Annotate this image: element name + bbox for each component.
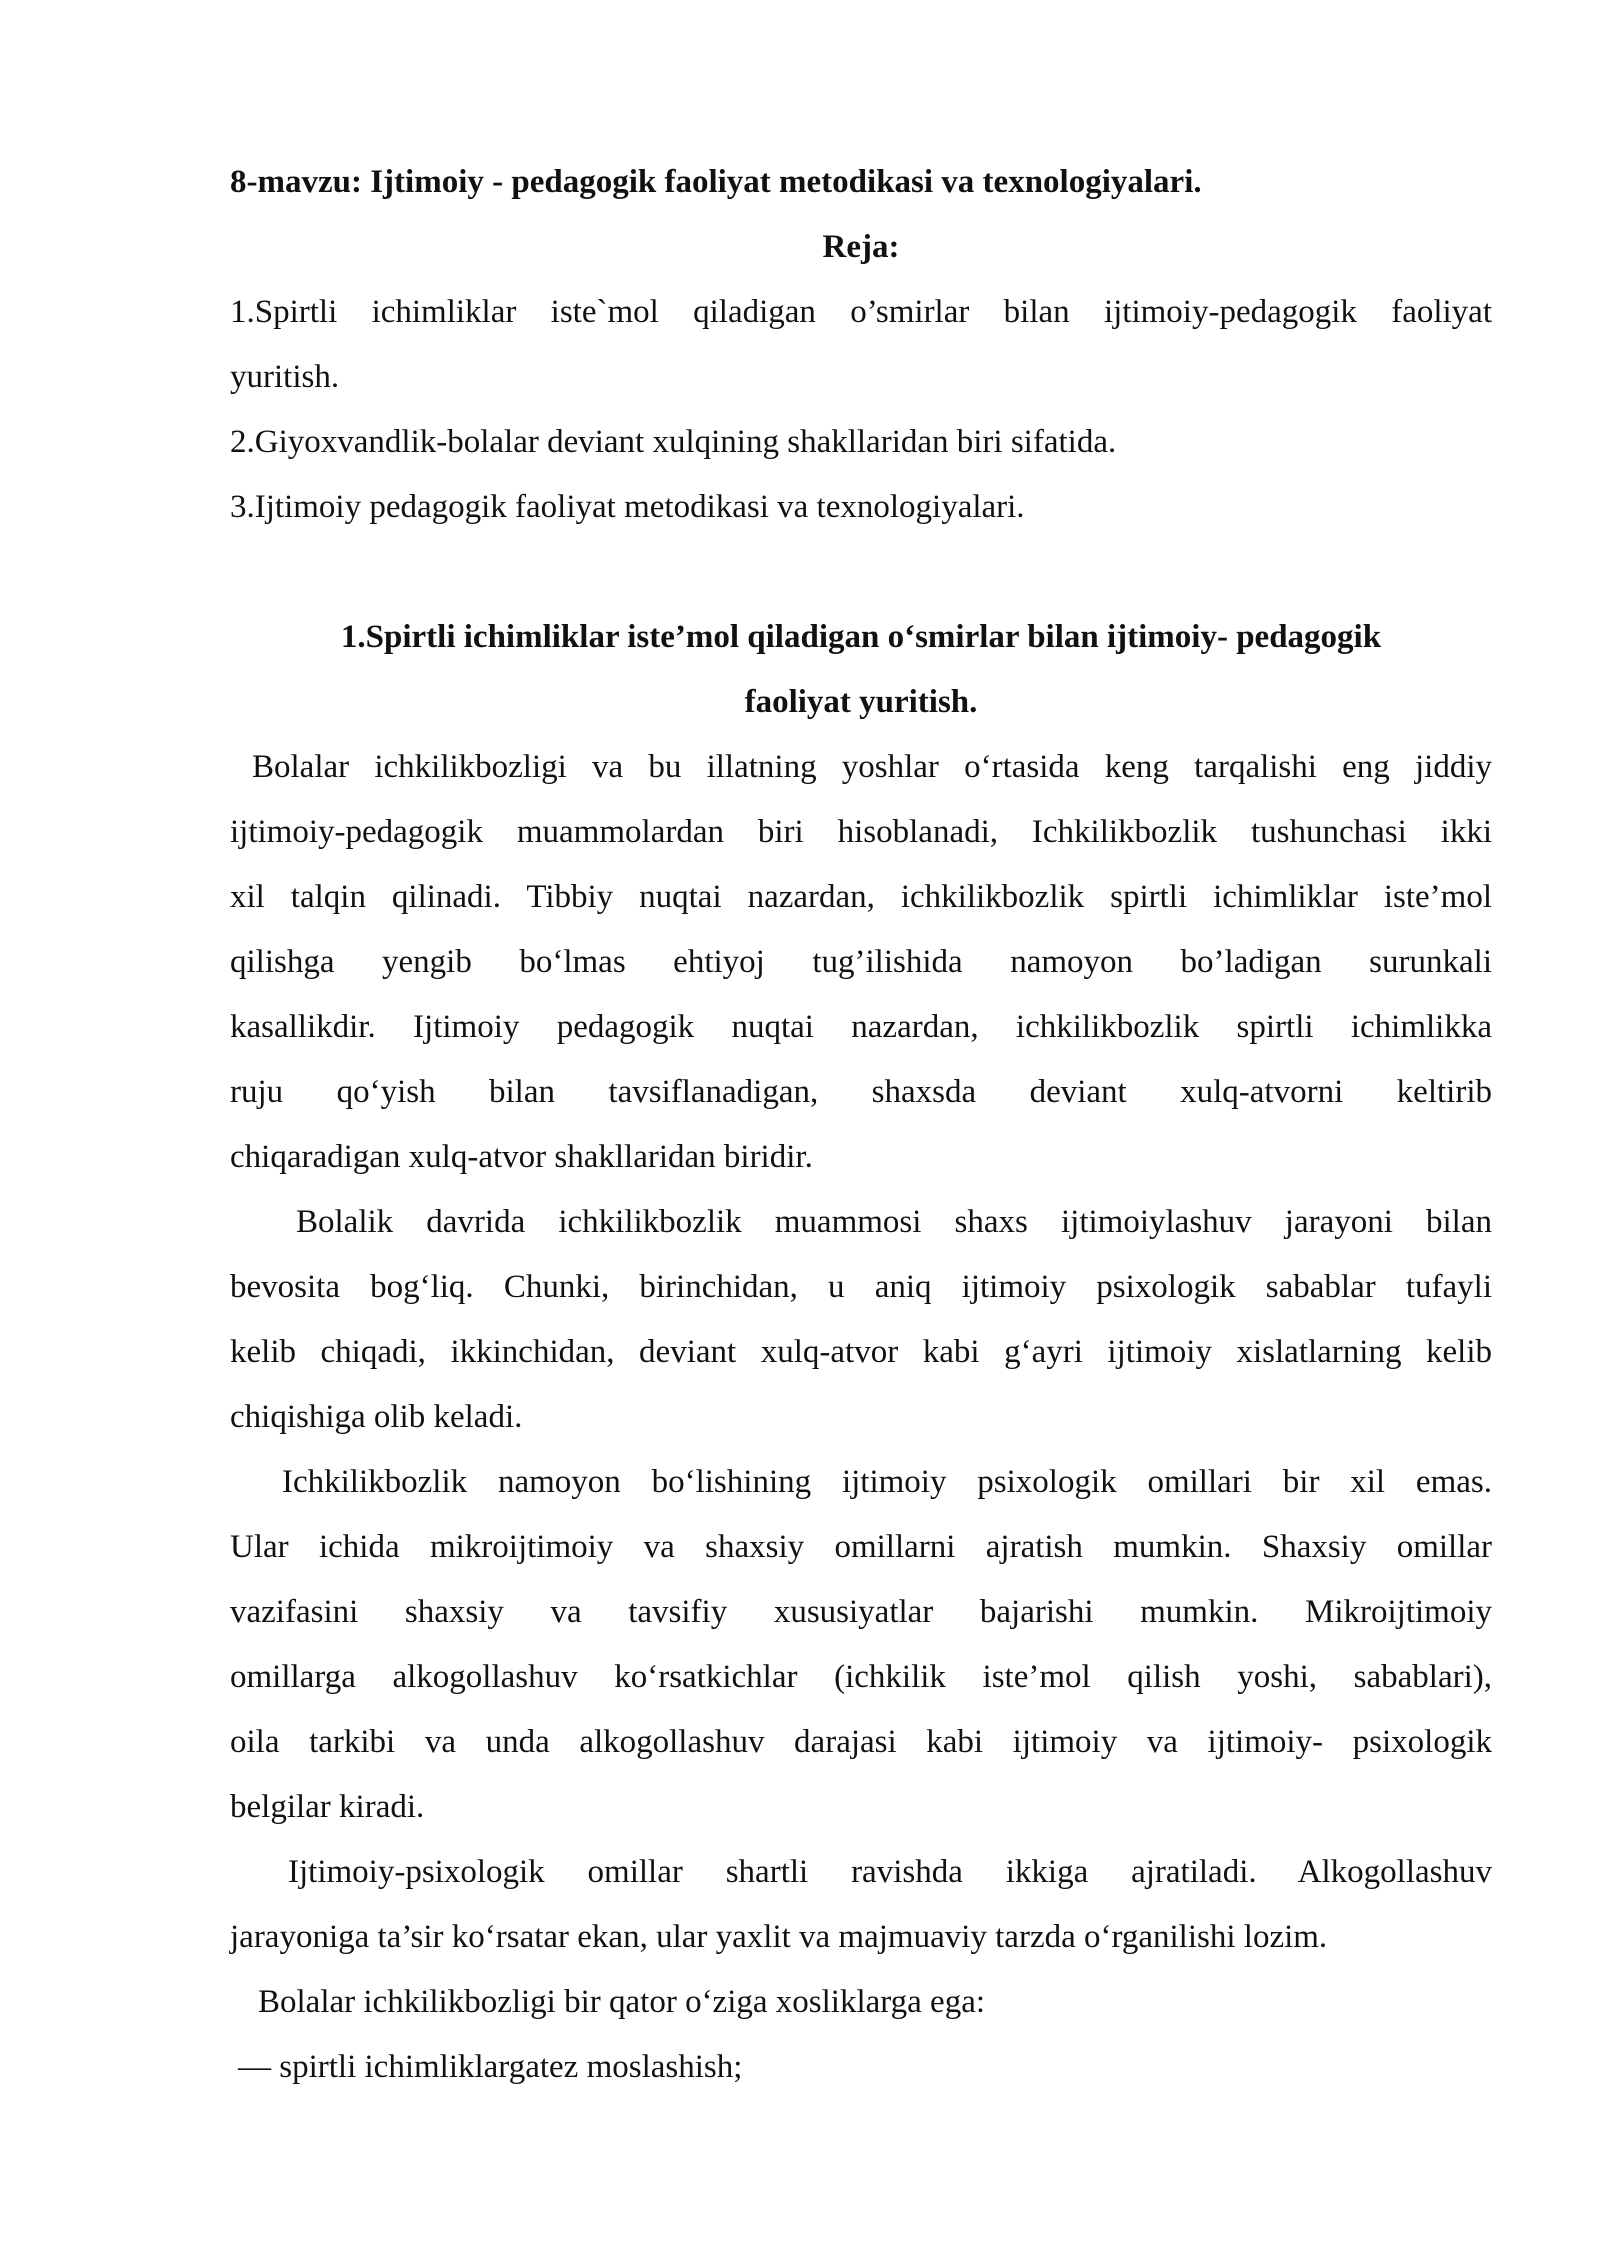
paragraph-line: xil talqin qilinadi. Tibbiy nuqtai nazardan, ichkilikbozlik spirtli ichimliklar iste’mol [230,879,1492,915]
plan-item-line: yuritish. [230,359,340,395]
spacer [230,540,1492,605]
paragraph [230,2035,1492,2100]
paragraph-line: Ular ichida mikroijtimoiy va shaxsiy omillarni ajratish mumkin. Shaxsiy omillar [230,1529,1492,1565]
body-text [230,735,1492,2100]
paragraph-line: chiqaradigan xulq-atvor shakllaridan biridir. [230,1139,813,1175]
paragraph-line: kelib chiqadi, ikkinchidan, deviant xulq-atvor kabi g‘ayri ijtimoiy xislatlarning kelib [230,1334,1492,1370]
paragraph-line: ruju qo‘yish bilan tavsiflanadigan, shaxsda deviant xulq-atvorni keltirib [230,1074,1492,1110]
plan-item-line: 2.Giyoxvandlik-bolalar deviant xulqining shakllaridan biri sifatida. [230,424,1117,460]
paragraph-line: chiqishiga olib keladi. [230,1399,523,1435]
plan-item-line: 3.Ijtimoiy pedagogik faoliyat metodikasi va texnologiyalari. [230,489,1025,525]
paragraph [230,1840,1492,1970]
paragraph-line: vazifasini shaxsiy va tavsifiy xususiyatlar bajarishi mumkin. Mikroijtimoiy [230,1594,1492,1630]
section-heading-line: 1.Spirtli ichimliklar iste’mol qiladigan o‘smirlar bilan ijtimoiy- pedagogik [340,619,1382,655]
paragraph-line: Bolalar ichkilikbozligi va bu illatning yoshlar o‘rtasida keng tarqalishi eng jiddiy [252,749,1492,785]
plan-heading: Reja: [822,229,900,265]
paragraph-line: ijtimoiy-pedagogik muammolardan biri hisoblanadi, Ichkilikbozlik tushunchasi ikki [230,814,1492,850]
section-heading [230,605,1492,735]
paragraph-line: belgilar kiradi. [230,1789,425,1825]
paragraph-line: kasallikdir. Ijtimoiy pedagogik nuqtai nazardan, ichkilikbozlik spirtli ichimlikka [230,1009,1492,1045]
plan-item-line: 1.Spirtli ichimliklar iste`mol qiladigan o’smirlar bilan ijtimoiy-pedagogik faoliyat [230,294,1492,330]
paragraph-line: oila tarkibi va unda alkogollashuv darajasi kabi ijtimoiy va ijtimoiy- psixologik [230,1724,1492,1760]
section-heading-line: faoliyat yuritish. [744,684,978,720]
paragraph [230,1970,1492,2035]
paragraph-line: Ijtimoiy-psixologik omillar shartli ravishda ikkiga ajratiladi. Alkogollashuv [288,1854,1492,1890]
paragraph [230,735,1492,1190]
plan-item [230,475,1492,540]
paragraph-line: omillarga alkogollashuv ko‘rsatkichlar (ichkilik iste’mol qilish yoshi, sabablari), [230,1659,1492,1695]
paragraph-line: Bolalar ichkilikbozligi bir qator o‘ziga xosliklarga ega: [258,1984,986,2020]
paragraph-line: Ichkilikbozlik namoyon bo‘lishining ijtimoiy psixologik omillari bir xil emas. [282,1464,1492,1500]
paragraph [230,1450,1492,1840]
plan-item [230,410,1492,475]
paragraph [230,1190,1492,1450]
paragraph-line: bevosita bog‘liq. Chunki, birinchidan, u aniq ijtimoiy psixologik sabablar tufayli [230,1269,1492,1305]
paragraph-line: Bolalik davrida ichkilikbozlik muammosi shaxs ijtimoiylashuv jarayoni bilan [296,1204,1492,1240]
paragraph-line: qilishga yengib bo‘lmas ehtiyoj tug’ilishida namoyon bo’ladigan surunkali [230,944,1492,980]
paragraph-line: jarayoniga ta’sir ko‘rsatar ekan, ular yaxlit va majmuaviy tarzda o‘rganilishi lozim. [230,1919,1328,1955]
paragraph-line: — spirtli ichimliklargatez moslashish; [238,2049,743,2085]
topic-title: 8-mavzu: Ijtimoiy - pedagogik faoliyat metodikasi va texnologiyalari. [230,164,1202,200]
document-page [230,150,1492,2100]
plan-item [230,280,1492,410]
